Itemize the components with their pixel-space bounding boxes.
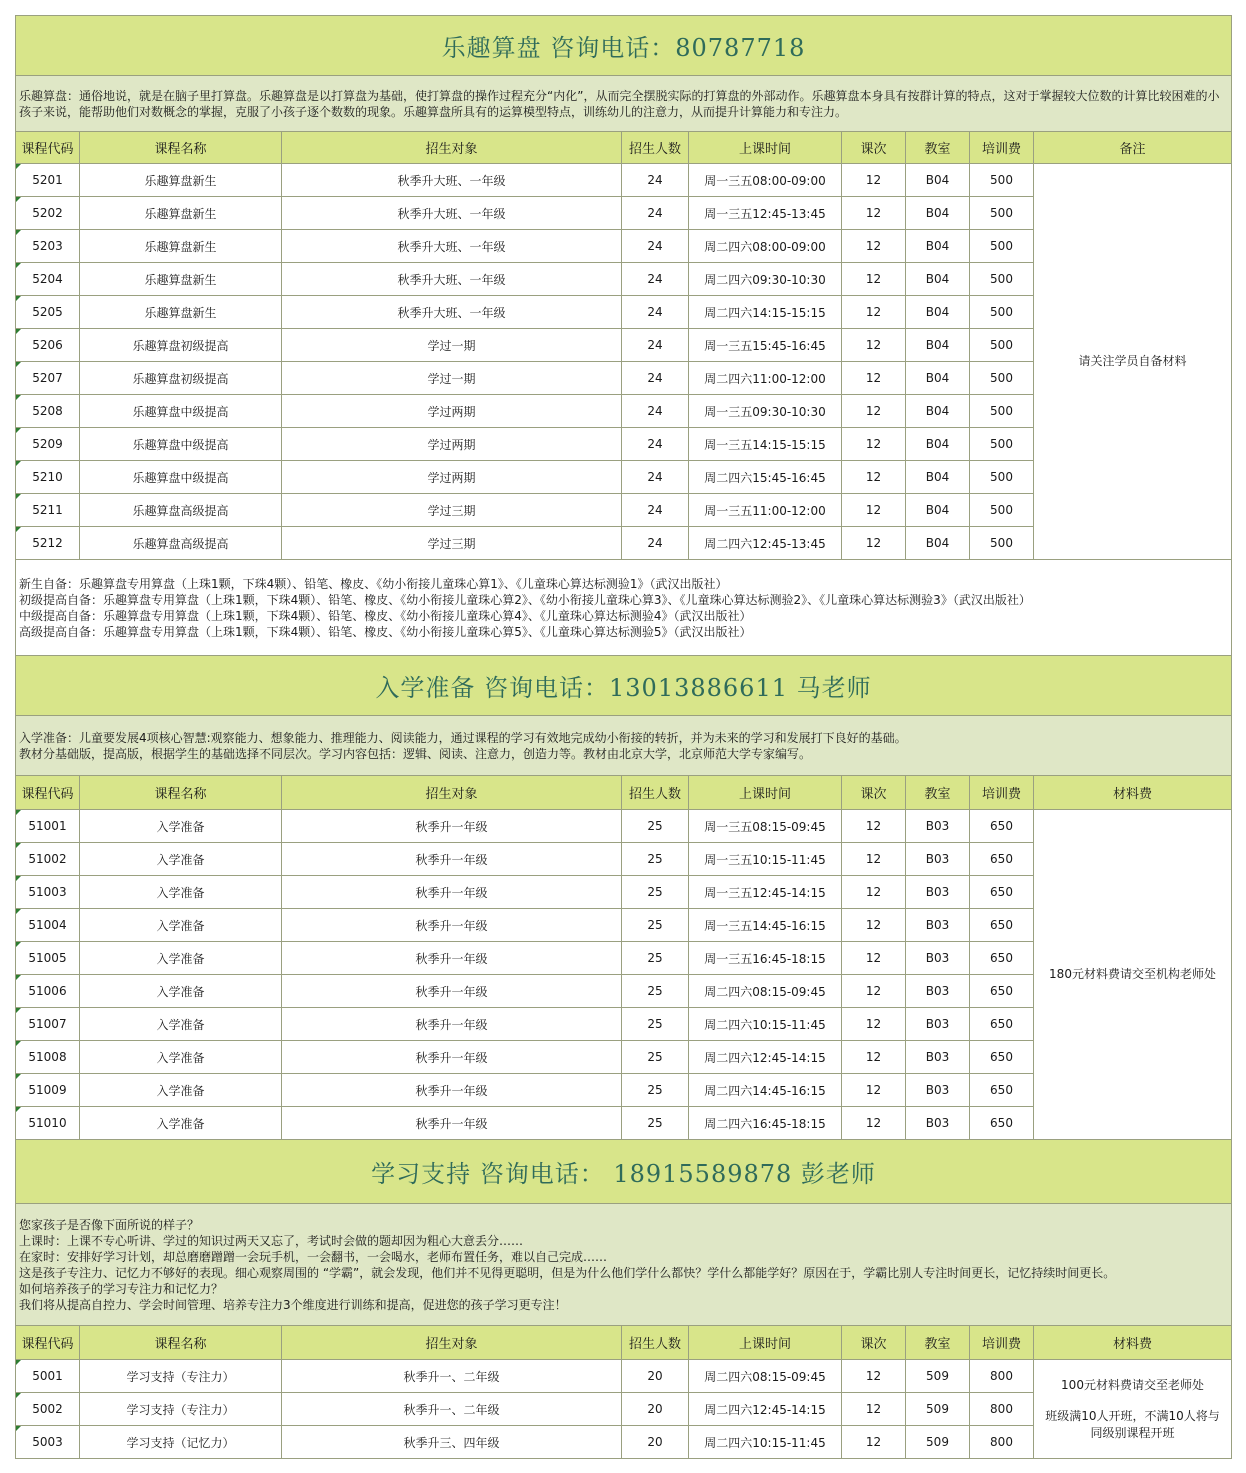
materials-notes bbox=[16, 560, 1232, 656]
target-students: 学过一期 bbox=[282, 329, 622, 362]
tuition-fee: 500 bbox=[970, 296, 1034, 329]
course-code: 51005 bbox=[16, 942, 80, 975]
classroom: B03 bbox=[906, 810, 970, 843]
sessions: 12 bbox=[842, 395, 906, 428]
class-time: 周一三五10:15-11:45 bbox=[689, 843, 842, 876]
column-header: 培训费 bbox=[970, 132, 1034, 164]
target-students: 秋季升一年级 bbox=[282, 810, 622, 843]
classroom: B04 bbox=[906, 395, 970, 428]
tuition-fee: 800 bbox=[970, 1360, 1034, 1393]
course-code: 5209 bbox=[16, 428, 80, 461]
classroom: B03 bbox=[906, 1107, 970, 1140]
target-students: 秋季升大班、一年级 bbox=[282, 296, 622, 329]
enrollment: 25 bbox=[622, 942, 689, 975]
description-line: 您家孩子是否像下面所说的样子？ bbox=[19, 1217, 200, 1232]
enrollment: 24 bbox=[622, 164, 689, 197]
enrollment: 24 bbox=[622, 527, 689, 560]
class-time: 周二四六11:00-12:00 bbox=[689, 362, 842, 395]
class-time: 周二四六12:45-14:15 bbox=[689, 1393, 842, 1426]
target-students: 秋季升一年级 bbox=[282, 1041, 622, 1074]
tuition-fee: 500 bbox=[970, 230, 1034, 263]
column-header: 课程名称 bbox=[80, 1326, 282, 1360]
school_prep-title-row bbox=[16, 656, 1232, 716]
class-time: 周二四六14:15-15:15 bbox=[689, 296, 842, 329]
column-header: 课程代码 bbox=[16, 776, 80, 810]
classroom: B04 bbox=[906, 329, 970, 362]
enrollment: 25 bbox=[622, 810, 689, 843]
target-students: 秋季升一、二年级 bbox=[282, 1393, 622, 1426]
school_prep-description-row bbox=[16, 716, 1232, 776]
column-header: 课次 bbox=[842, 132, 906, 164]
enrollment: 24 bbox=[622, 263, 689, 296]
course-code: 5210 bbox=[16, 461, 80, 494]
tuition-fee: 650 bbox=[970, 810, 1034, 843]
abacus-title-row bbox=[16, 16, 1232, 76]
target-students: 秋季升一年级 bbox=[282, 975, 622, 1008]
tuition-fee: 650 bbox=[970, 1074, 1034, 1107]
sessions: 12 bbox=[842, 230, 906, 263]
tuition-fee: 650 bbox=[970, 942, 1034, 975]
classroom: 509 bbox=[906, 1360, 970, 1393]
sessions: 12 bbox=[842, 843, 906, 876]
course-code: 5208 bbox=[16, 395, 80, 428]
course-code: 5001 bbox=[16, 1360, 80, 1393]
course-name: 入学准备 bbox=[80, 843, 282, 876]
materials-note-line: 中级提高自备：乐趣算盘专用算盘（上珠1颗，下珠4颗）、铅笔、橡皮、《幼小衔接儿童珠心算4》、《儿童珠心算达标测验4》（武汉出版社） bbox=[19, 608, 752, 623]
sessions: 12 bbox=[842, 197, 906, 230]
description-line: 我们将从提高自控力、学会时间管理、培养专注力3个维度进行训练和提高，促进您的孩子学习更专注！ bbox=[19, 1297, 567, 1312]
column-header: 培训费 bbox=[970, 1326, 1034, 1360]
course-name: 乐趣算盘中级提高 bbox=[80, 461, 282, 494]
tuition-fee: 500 bbox=[970, 329, 1034, 362]
class-time: 周一三五11:00-12:00 bbox=[689, 494, 842, 527]
tuition-fee: 500 bbox=[970, 263, 1034, 296]
class-time: 周一三五08:15-09:45 bbox=[689, 810, 842, 843]
tuition-fee: 650 bbox=[970, 1008, 1034, 1041]
class-time: 周二四六12:45-14:15 bbox=[689, 1041, 842, 1074]
sessions: 12 bbox=[842, 1041, 906, 1074]
class-time: 周一三五15:45-16:45 bbox=[689, 329, 842, 362]
enrollment: 20 bbox=[622, 1393, 689, 1426]
tuition-fee: 500 bbox=[970, 395, 1034, 428]
course-name: 学习支持（专注力） bbox=[80, 1393, 282, 1426]
target-students: 秋季升一年级 bbox=[282, 1008, 622, 1041]
classroom: B04 bbox=[906, 197, 970, 230]
course-name: 入学准备 bbox=[80, 810, 282, 843]
abacus-notes-row bbox=[16, 560, 1232, 656]
section-description: 乐趣算盘：通俗地说，就是在脑子里打算盘。乐趣算盘是以打算盘为基础，使打算盘的操作过程充分“内化”，从而完全摆脱实际的打算盘的外部动作。乐趣算盘本身具有按群计算的特点，这对于掌握较大位数的计算比较困难的小孩子来说，能帮助他们对数概念的掌握，克服了小孩子逐个数数的现象。乐趣算盘所具有的运算模型特点，训练幼儿的注意力，从而提升计算能力和专注力。 bbox=[16, 76, 1232, 132]
course-code: 5212 bbox=[16, 527, 80, 560]
course-code: 51004 bbox=[16, 909, 80, 942]
course-name: 入学准备 bbox=[80, 876, 282, 909]
tuition-fee: 500 bbox=[970, 197, 1034, 230]
material-fee-remark: 100元材料费请交至老师处 bbox=[1061, 1377, 1204, 1392]
column-header: 备注 bbox=[1034, 132, 1232, 164]
abacus-header-row bbox=[16, 132, 1232, 164]
classroom: B03 bbox=[906, 876, 970, 909]
course-code: 51010 bbox=[16, 1107, 80, 1140]
class-time: 周二四六08:15-09:45 bbox=[689, 975, 842, 1008]
section-title: 学习支持 咨询电话： 18915589878 彭老师 bbox=[16, 1140, 1232, 1204]
enrollment: 25 bbox=[622, 876, 689, 909]
tuition-fee: 650 bbox=[970, 843, 1034, 876]
target-students: 秋季升一、二年级 bbox=[282, 1360, 622, 1393]
class-time: 周一三五09:30-10:30 bbox=[689, 395, 842, 428]
classroom: B03 bbox=[906, 975, 970, 1008]
course-schedule-sheet bbox=[15, 15, 1231, 1459]
sessions: 12 bbox=[842, 1360, 906, 1393]
course-code: 5201 bbox=[16, 164, 80, 197]
classroom: B04 bbox=[906, 527, 970, 560]
classroom: B04 bbox=[906, 461, 970, 494]
target-students: 秋季升大班、一年级 bbox=[282, 263, 622, 296]
target-students: 秋季升一年级 bbox=[282, 942, 622, 975]
sessions: 12 bbox=[842, 942, 906, 975]
column-header: 招生对象 bbox=[282, 776, 622, 810]
tuition-fee: 650 bbox=[970, 975, 1034, 1008]
materials-note-line: 高级提高自备：乐趣算盘专用算盘（上珠1颗，下珠4颗）、铅笔、橡皮、《幼小衔接儿童珠心算5》、《儿童珠心算达标测验5》（武汉出版社） bbox=[19, 624, 752, 639]
column-header: 招生对象 bbox=[282, 1326, 622, 1360]
class-time: 周二四六12:45-13:45 bbox=[689, 527, 842, 560]
classroom: B04 bbox=[906, 362, 970, 395]
description-line: 如何培养孩子的学习专注力和记忆力？ bbox=[19, 1281, 224, 1296]
column-header: 教室 bbox=[906, 132, 970, 164]
classroom: B03 bbox=[906, 942, 970, 975]
classroom: B04 bbox=[906, 494, 970, 527]
classroom: B04 bbox=[906, 296, 970, 329]
remark-cell: 请关注学员自备材料 bbox=[1034, 164, 1232, 560]
table-row bbox=[16, 164, 1232, 197]
target-students: 秋季升一年级 bbox=[282, 1107, 622, 1140]
course-code: 51008 bbox=[16, 1041, 80, 1074]
classroom: B04 bbox=[906, 164, 970, 197]
class-time: 周一三五16:45-18:15 bbox=[689, 942, 842, 975]
classroom: B03 bbox=[906, 909, 970, 942]
classroom: B03 bbox=[906, 1008, 970, 1041]
enrollment: 24 bbox=[622, 461, 689, 494]
tuition-fee: 500 bbox=[970, 461, 1034, 494]
target-students: 学过两期 bbox=[282, 395, 622, 428]
table-row bbox=[16, 810, 1232, 843]
column-header: 教室 bbox=[906, 1326, 970, 1360]
classroom: B03 bbox=[906, 1041, 970, 1074]
enrollment: 24 bbox=[622, 428, 689, 461]
tuition-fee: 650 bbox=[970, 876, 1034, 909]
column-header: 上课时间 bbox=[689, 776, 842, 810]
course-name: 入学准备 bbox=[80, 909, 282, 942]
course-code: 5205 bbox=[16, 296, 80, 329]
class-time: 周二四六14:45-16:15 bbox=[689, 1074, 842, 1107]
column-header: 课程代码 bbox=[16, 132, 80, 164]
target-students: 秋季升一年级 bbox=[282, 1074, 622, 1107]
column-header: 课程代码 bbox=[16, 1326, 80, 1360]
course-name: 入学准备 bbox=[80, 1041, 282, 1074]
course-name: 乐趣算盘中级提高 bbox=[80, 395, 282, 428]
course-name: 乐趣算盘新生 bbox=[80, 164, 282, 197]
course-name: 学习支持（专注力） bbox=[80, 1360, 282, 1393]
sessions: 12 bbox=[842, 1393, 906, 1426]
sessions: 12 bbox=[842, 494, 906, 527]
target-students: 秋季升一年级 bbox=[282, 909, 622, 942]
course-name: 乐趣算盘初级提高 bbox=[80, 362, 282, 395]
tuition-fee: 500 bbox=[970, 494, 1034, 527]
remark-cell bbox=[1034, 1360, 1232, 1459]
enrollment: 24 bbox=[622, 395, 689, 428]
target-students: 秋季升一年级 bbox=[282, 843, 622, 876]
sessions: 12 bbox=[842, 975, 906, 1008]
sessions: 12 bbox=[842, 296, 906, 329]
sessions: 12 bbox=[842, 362, 906, 395]
course-name: 乐趣算盘高级提高 bbox=[80, 494, 282, 527]
course-name: 入学准备 bbox=[80, 1008, 282, 1041]
target-students: 秋季升大班、一年级 bbox=[282, 230, 622, 263]
course-code: 51002 bbox=[16, 843, 80, 876]
class-time: 周一三五12:45-14:15 bbox=[689, 876, 842, 909]
class-time: 周二四六16:45-18:15 bbox=[689, 1107, 842, 1140]
course-code: 51009 bbox=[16, 1074, 80, 1107]
column-header: 上课时间 bbox=[689, 1326, 842, 1360]
course-code: 51007 bbox=[16, 1008, 80, 1041]
tuition-fee: 650 bbox=[970, 1041, 1034, 1074]
study_support-description-row bbox=[16, 1204, 1232, 1326]
class-time: 周一三五12:45-13:45 bbox=[689, 197, 842, 230]
classroom: B04 bbox=[906, 230, 970, 263]
target-students: 学过三期 bbox=[282, 494, 622, 527]
tuition-fee: 800 bbox=[970, 1393, 1034, 1426]
target-students: 秋季升大班、一年级 bbox=[282, 164, 622, 197]
enrollment: 25 bbox=[622, 843, 689, 876]
sessions: 12 bbox=[842, 810, 906, 843]
column-header: 招生人数 bbox=[622, 132, 689, 164]
course-name: 乐趣算盘高级提高 bbox=[80, 527, 282, 560]
tuition-fee: 650 bbox=[970, 1107, 1034, 1140]
column-header: 课次 bbox=[842, 1326, 906, 1360]
tuition-fee: 800 bbox=[970, 1426, 1034, 1459]
school_prep-header-row bbox=[16, 776, 1232, 810]
classroom: B04 bbox=[906, 263, 970, 296]
class-time: 周一三五08:00-09:00 bbox=[689, 164, 842, 197]
column-header: 课程名称 bbox=[80, 132, 282, 164]
description-line: 这是孩子专注力、记忆力不够好的表现。细心观察周围的 “学霸”，就会发现，他们并不见得更聪明，但是为什么他们学什么都快？学什么都能学好？原因在于，学霸比别人专注时间更长，记忆持续时间更长。 bbox=[19, 1265, 1116, 1280]
sessions: 12 bbox=[842, 876, 906, 909]
course-name: 乐趣算盘新生 bbox=[80, 230, 282, 263]
enrollment: 24 bbox=[622, 296, 689, 329]
course-name: 入学准备 bbox=[80, 942, 282, 975]
column-header: 招生人数 bbox=[622, 776, 689, 810]
course-code: 5003 bbox=[16, 1426, 80, 1459]
target-students: 秋季升一年级 bbox=[282, 876, 622, 909]
course-code: 5204 bbox=[16, 263, 80, 296]
tuition-fee: 500 bbox=[970, 164, 1034, 197]
sessions: 12 bbox=[842, 1426, 906, 1459]
class-time: 周二四六08:15-09:45 bbox=[689, 1360, 842, 1393]
enrollment: 25 bbox=[622, 1107, 689, 1140]
target-students: 学过两期 bbox=[282, 461, 622, 494]
enrollment: 20 bbox=[622, 1360, 689, 1393]
sessions: 12 bbox=[842, 428, 906, 461]
course-code: 51003 bbox=[16, 876, 80, 909]
sessions: 12 bbox=[842, 1008, 906, 1041]
sessions: 12 bbox=[842, 461, 906, 494]
course-name: 乐趣算盘新生 bbox=[80, 296, 282, 329]
column-header: 培训费 bbox=[970, 776, 1034, 810]
description-line: 入学准备：儿童要发展4项核心智慧:观察能力、想象能力、推理能力、阅读能力，通过课程的学习有效地完成幼小衔接的转折，并为未来的学习和发展打下良好的基础。 bbox=[19, 730, 907, 745]
tuition-fee: 650 bbox=[970, 909, 1034, 942]
column-header: 课程名称 bbox=[80, 776, 282, 810]
sessions: 12 bbox=[842, 329, 906, 362]
section-title: 入学准备 咨询电话：13013886611 马老师 bbox=[16, 656, 1232, 716]
course-name: 学习支持（记忆力） bbox=[80, 1426, 282, 1459]
target-students: 学过三期 bbox=[282, 527, 622, 560]
course-code: 51001 bbox=[16, 810, 80, 843]
section-description bbox=[16, 1204, 1232, 1326]
enrollment: 25 bbox=[622, 975, 689, 1008]
tuition-fee: 500 bbox=[970, 362, 1034, 395]
column-header: 材料费 bbox=[1034, 776, 1232, 810]
description-line: 在家时：安排好学习计划，却总磨磨蹭蹭一会玩手机，一会翻书，一会喝水，老师布置任务，难以自己完成…… bbox=[19, 1249, 608, 1264]
enrollment: 24 bbox=[622, 230, 689, 263]
sessions: 12 bbox=[842, 1074, 906, 1107]
sessions: 12 bbox=[842, 527, 906, 560]
table-row bbox=[16, 1360, 1232, 1393]
enrollment: 25 bbox=[622, 1074, 689, 1107]
description-line: 上课时：上课不专心听讲、学过的知识过两天又忘了，考试时会做的题却因为粗心大意丢分…… bbox=[19, 1233, 524, 1248]
abacus-description-row bbox=[16, 76, 1232, 132]
schedule-table bbox=[15, 15, 1232, 1459]
course-name: 乐趣算盘初级提高 bbox=[80, 329, 282, 362]
enrollment: 25 bbox=[622, 1008, 689, 1041]
course-code: 5202 bbox=[16, 197, 80, 230]
enrollment: 25 bbox=[622, 909, 689, 942]
course-name: 乐趣算盘新生 bbox=[80, 197, 282, 230]
enrollment: 25 bbox=[622, 1041, 689, 1074]
enrollment: 24 bbox=[622, 494, 689, 527]
study_support-title-row bbox=[16, 1140, 1232, 1204]
column-header: 课次 bbox=[842, 776, 906, 810]
remark-cell: 180元材料费请交至机构老师处 bbox=[1034, 810, 1232, 1140]
course-name: 入学准备 bbox=[80, 975, 282, 1008]
classroom: B03 bbox=[906, 1074, 970, 1107]
course-name: 入学准备 bbox=[80, 1107, 282, 1140]
column-header: 招生对象 bbox=[282, 132, 622, 164]
course-name: 入学准备 bbox=[80, 1074, 282, 1107]
enrollment: 20 bbox=[622, 1426, 689, 1459]
classroom: B03 bbox=[906, 843, 970, 876]
enrollment: 24 bbox=[622, 197, 689, 230]
course-code: 5002 bbox=[16, 1393, 80, 1426]
course-code: 5206 bbox=[16, 329, 80, 362]
column-header: 招生人数 bbox=[622, 1326, 689, 1360]
target-students: 学过一期 bbox=[282, 362, 622, 395]
target-students: 秋季升三、四年级 bbox=[282, 1426, 622, 1459]
target-students: 学过两期 bbox=[282, 428, 622, 461]
sessions: 12 bbox=[842, 909, 906, 942]
tuition-fee: 500 bbox=[970, 428, 1034, 461]
classroom: B04 bbox=[906, 428, 970, 461]
sessions: 12 bbox=[842, 164, 906, 197]
classroom: 509 bbox=[906, 1426, 970, 1459]
class-time: 周二四六10:15-11:45 bbox=[689, 1008, 842, 1041]
class-time: 周二四六10:15-11:45 bbox=[689, 1426, 842, 1459]
class-opening-remark: 班级满10人开班，不满10人将与同级别课程开班 bbox=[1045, 1408, 1220, 1440]
class-time: 周二四六08:00-09:00 bbox=[689, 230, 842, 263]
course-code: 5211 bbox=[16, 494, 80, 527]
study_support-header-row bbox=[16, 1326, 1232, 1360]
section-description bbox=[16, 716, 1232, 776]
course-name: 乐趣算盘新生 bbox=[80, 263, 282, 296]
class-time: 周二四六09:30-10:30 bbox=[689, 263, 842, 296]
sessions: 12 bbox=[842, 1107, 906, 1140]
description-line: 教材分基础版，提高版，根据学生的基础选择不同层次。学习内容包括：逻辑、阅读、注意力，创造力等。教材由北京大学，北京师范大学专家编写。 bbox=[19, 746, 812, 761]
materials-note-line: 初级提高自备：乐趣算盘专用算盘（上珠1颗，下珠4颗）、铅笔、橡皮、《幼小衔接儿童珠心算2》、《幼小衔接儿童珠心算3》、《儿童珠心算达标测验2》、《儿童珠心算达标测验3》（武汉出版社） bbox=[19, 592, 1031, 607]
enrollment: 24 bbox=[622, 362, 689, 395]
target-students: 秋季升大班、一年级 bbox=[282, 197, 622, 230]
course-code: 5203 bbox=[16, 230, 80, 263]
enrollment: 24 bbox=[622, 329, 689, 362]
tuition-fee: 500 bbox=[970, 527, 1034, 560]
class-time: 周二四六15:45-16:45 bbox=[689, 461, 842, 494]
section-title: 乐趣算盘 咨询电话：80787718 bbox=[16, 16, 1232, 76]
classroom: 509 bbox=[906, 1393, 970, 1426]
column-header: 上课时间 bbox=[689, 132, 842, 164]
sessions: 12 bbox=[842, 263, 906, 296]
column-header: 材料费 bbox=[1034, 1326, 1232, 1360]
class-time: 周一三五14:45-16:15 bbox=[689, 909, 842, 942]
class-time: 周一三五14:15-15:15 bbox=[689, 428, 842, 461]
course-name: 乐趣算盘中级提高 bbox=[80, 428, 282, 461]
course-code: 5207 bbox=[16, 362, 80, 395]
materials-note-line: 新生自备：乐趣算盘专用算盘（上珠1颗，下珠4颗）、铅笔、橡皮、《幼小衔接儿童珠心算1》、《儿童珠心算达标测验1》（武汉出版社） bbox=[19, 576, 728, 591]
column-header: 教室 bbox=[906, 776, 970, 810]
course-code: 51006 bbox=[16, 975, 80, 1008]
